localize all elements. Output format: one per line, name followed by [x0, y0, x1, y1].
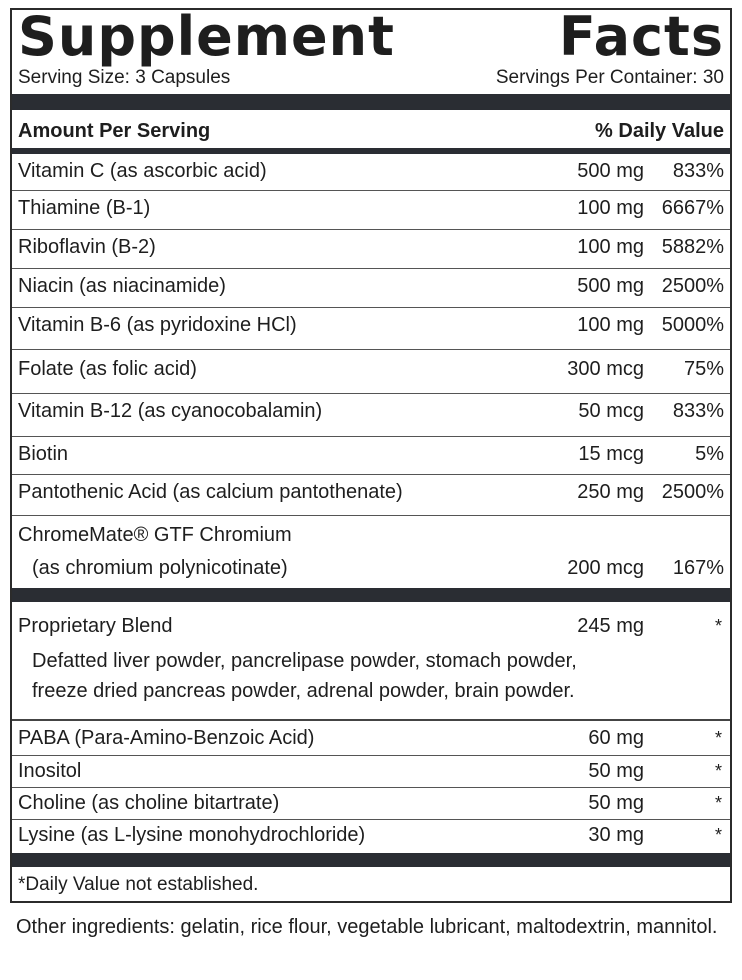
nutrient-row [18, 725, 724, 751]
nutrient-daily-value: 6667% [661, 197, 724, 219]
nutrient-daily-value: 167% [672, 557, 724, 579]
blend-daily-value: * [714, 616, 722, 636]
nutrient-source: (as chromium polynicotinate) [32, 557, 288, 579]
nutrient-name: Vitamin C (as ascorbic acid) [18, 160, 267, 182]
nutrient-amount: 60 mg [588, 727, 644, 749]
nutrient-daily-value: 833% [672, 400, 724, 422]
nutrient-daily-value: * [714, 761, 722, 781]
nutrient-amount: 250 mg [577, 481, 644, 503]
nutrient-daily-value: 5882% [661, 236, 724, 258]
row-divider [12, 393, 730, 394]
nutrient-row [18, 479, 724, 505]
nutrient-row [18, 398, 724, 424]
nutrient-name: Lysine (as L-lysine monohydrochloride) [18, 824, 366, 846]
row-divider [12, 307, 730, 308]
row-divider [12, 787, 730, 788]
nutrient-amount: 30 mg [588, 824, 644, 846]
nutrient-amount: 100 mg [577, 314, 644, 336]
nutrient-daily-value: * [714, 728, 722, 748]
row-divider [12, 819, 730, 820]
row-divider [12, 268, 730, 269]
nutrient-row-chromium [18, 522, 724, 548]
title-word-supplement: Supplement [18, 5, 395, 68]
nutrient-daily-value: 2500% [661, 275, 724, 297]
row-divider [12, 190, 730, 191]
nutrient-daily-value: 833% [672, 160, 724, 182]
thick-divider [12, 94, 730, 110]
nutrient-daily-value: * [714, 825, 722, 845]
footnote: *Daily Value not established. [18, 874, 259, 895]
row-divider [12, 474, 730, 475]
nutrient-row [18, 234, 724, 260]
nutrient-daily-value: 75% [683, 358, 724, 380]
row-divider [12, 755, 730, 756]
row-divider [12, 436, 730, 437]
row-divider [12, 349, 730, 350]
nutrient-row [18, 273, 724, 299]
other-ingredients: Other ingredients: gelatin, rice flour, vegetable lubricant, maltodextrin, mannitol. [16, 916, 718, 938]
nutrient-name: Inositol [18, 760, 82, 782]
daily-value-heading: % Daily Value [595, 120, 724, 142]
nutrient-row [18, 312, 724, 338]
amount-per-serving-heading: Amount Per Serving [18, 120, 211, 142]
nutrient-row [18, 790, 724, 816]
nutrient-row [18, 195, 724, 221]
medium-divider [12, 148, 730, 154]
panel-title [18, 4, 724, 70]
nutrient-daily-value: * [714, 793, 722, 813]
nutrient-name: Vitamin B-12 (as cyanocobalamin) [18, 400, 323, 422]
column-header [18, 116, 724, 146]
nutrient-name: Thiamine (B-1) [18, 197, 151, 219]
nutrient-daily-value: 5% [695, 443, 724, 465]
nutrient-amount: 500 mg [577, 275, 644, 297]
nutrient-amount: 300 mcg [567, 358, 644, 380]
row-divider [12, 515, 730, 516]
nutrient-row [18, 822, 724, 848]
nutrient-amount: 50 mg [588, 792, 644, 814]
nutrient-row [18, 758, 724, 784]
thick-divider [12, 853, 730, 867]
blend-ingredients-line-1: Defatted liver powder, pancrelipase powder, stomach powder, [32, 650, 577, 672]
serving-info [18, 66, 724, 90]
nutrient-name: Biotin [18, 443, 69, 465]
nutrient-daily-value: 2500% [661, 481, 724, 503]
nutrient-row [18, 441, 724, 467]
nutrient-name: PABA (Para-Amino-Benzoic Acid) [18, 727, 315, 749]
blend-name: Proprietary Blend [18, 615, 173, 637]
nutrient-amount: 15 mcg [578, 443, 644, 465]
nutrient-amount: 50 mcg [578, 400, 644, 422]
title-word-facts: Facts [558, 5, 724, 68]
nutrient-name: Folate (as folic acid) [18, 358, 197, 380]
nutrient-row [18, 158, 724, 184]
nutrient-row [18, 356, 724, 382]
nutrient-amount: 500 mg [577, 160, 644, 182]
blend-ingredients-line-2: freeze dried pancreas powder, adrenal powder, brain powder. [32, 680, 575, 702]
nutrient-amount: 100 mg [577, 236, 644, 258]
proprietary-blend-row [18, 613, 724, 639]
nutrient-daily-value: 5000% [661, 314, 724, 336]
nutrient-name: Pantothenic Acid (as calcium pantothenate) [18, 481, 403, 503]
nutrient-name: Riboflavin (B-2) [18, 236, 156, 258]
divider [12, 719, 730, 721]
thick-divider [12, 588, 730, 602]
nutrient-name: Vitamin B-6 (as pyridoxine HCl) [18, 314, 297, 336]
nutrient-amount: 50 mg [588, 760, 644, 782]
servings-per-container: Servings Per Container: 30 [495, 67, 724, 88]
nutrient-name: Choline (as choline bitartrate) [18, 792, 280, 814]
serving-size: Serving Size: 3 Capsules [18, 67, 231, 88]
blend-amount: 245 mg [577, 615, 644, 637]
nutrient-name: ChromeMate® GTF Chromium [18, 524, 292, 546]
nutrient-amount: 100 mg [577, 197, 644, 219]
nutrient-amount: 200 mcg [567, 557, 644, 579]
supplement-facts-panel [10, 5, 732, 903]
nutrient-row-chromium-detail [18, 555, 724, 581]
nutrient-name: Niacin (as niacinamide) [18, 275, 226, 297]
row-divider [12, 229, 730, 230]
